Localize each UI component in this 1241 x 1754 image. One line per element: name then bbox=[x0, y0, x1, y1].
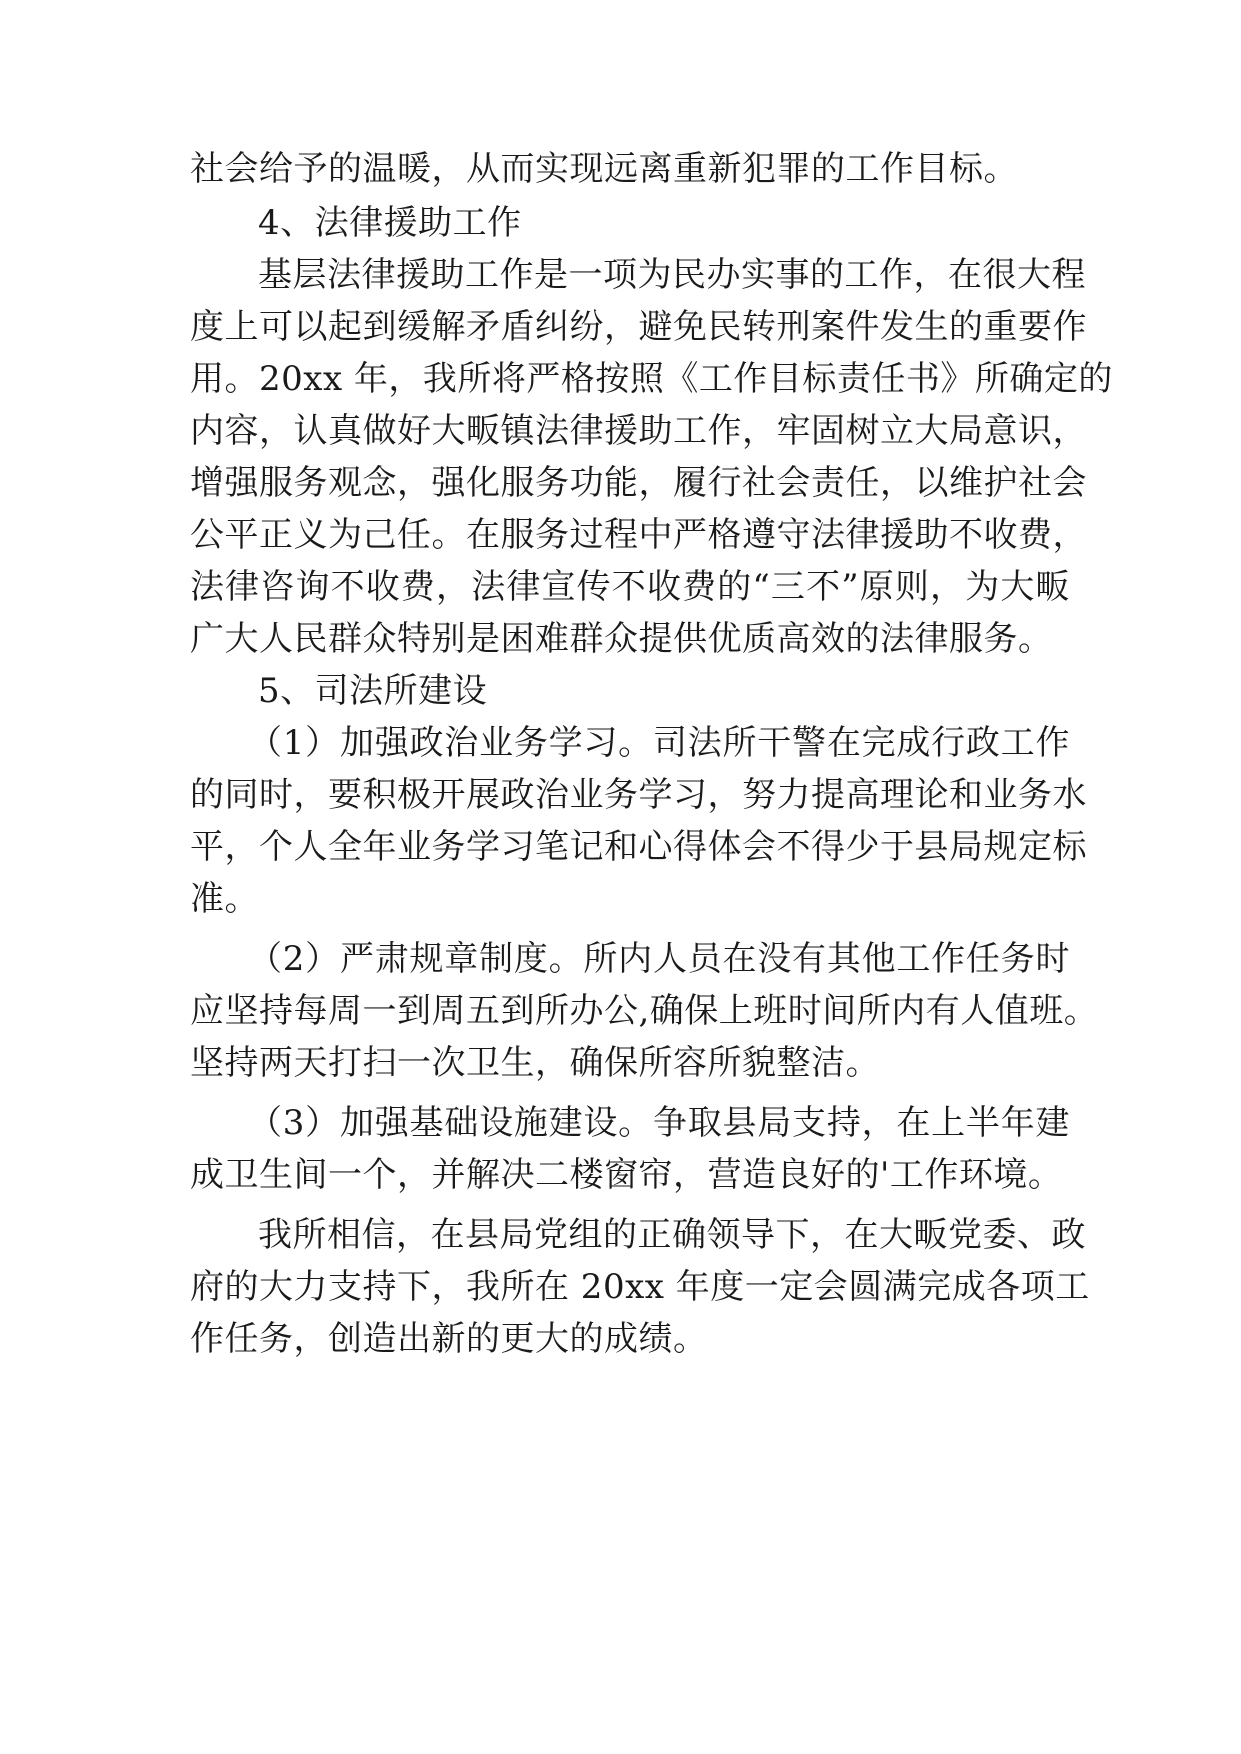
text-line: 成卫生间一个，并解决二楼窗帘，营造良好的'工作环境。 bbox=[190, 1155, 1063, 1195]
text-line: 基层法律援助工作是一项为民办实事的工作，在很大程 bbox=[258, 255, 1086, 295]
text-line: （2）严肃规章制度。所内人员在没有其他工作任务时 bbox=[248, 939, 1070, 979]
text-line: 应坚持每周一到周五到所办公,确保上班时间所内有人值班。 bbox=[190, 991, 1099, 1031]
section-heading: 5、司法所建设 bbox=[258, 671, 488, 711]
text-line: 作任务，创造出新的更大的成绩。 bbox=[190, 1319, 708, 1359]
text-line: 内容，认真做好大畈镇法律援助工作，牢固树立大局意识， bbox=[190, 411, 1087, 451]
section-heading: 4、法律援助工作 bbox=[258, 203, 522, 243]
text-line: 度上可以起到缓解矛盾纠纷，避免民转刑案件发生的重要作 bbox=[190, 307, 1087, 347]
text-line: 的同时，要积极开展政治业务学习，努力提高理论和业务水 bbox=[190, 775, 1087, 815]
text-line: 法律咨询不收费，法律宣传不收费的“三不”原则，为大畈 bbox=[190, 567, 1070, 607]
text-line: 府的大力支持下，我所在 20xx 年度一定会圆满完成各项工 bbox=[190, 1267, 1090, 1307]
text-line: 增强服务观念，强化服务功能，履行社会责任，以维护社会 bbox=[190, 463, 1087, 503]
text-line: 社会给予的温暖，从而实现远离重新犯罪的工作目标。 bbox=[190, 149, 1018, 189]
text-line: （3）加强基础设施建设。争取县局支持，在上半年建 bbox=[248, 1103, 1070, 1143]
text-line: 平，个人全年业务学习笔记和心得体会不得少于县局规定标 bbox=[190, 827, 1087, 867]
text-line: 广大人民群众特别是困难群众提供优质高效的法律服务。 bbox=[190, 619, 1053, 659]
text-line: （1）加强政治业务学习。司法所干警在完成行政工作 bbox=[248, 723, 1070, 763]
text-line: 我所相信，在县局党组的正确领导下，在大畈党委、政 bbox=[258, 1215, 1086, 1255]
text-line: 用。20xx 年，我所将严格按照《工作目标责任书》所确定的 bbox=[190, 359, 1113, 399]
text-line: 准。 bbox=[190, 879, 259, 919]
text-line: 公平正义为己任。在服务过程中严格遵守法律援助不收费， bbox=[190, 515, 1087, 555]
text-line: 坚持两天打扫一次卫生，确保所容所貌整洁。 bbox=[190, 1043, 880, 1083]
